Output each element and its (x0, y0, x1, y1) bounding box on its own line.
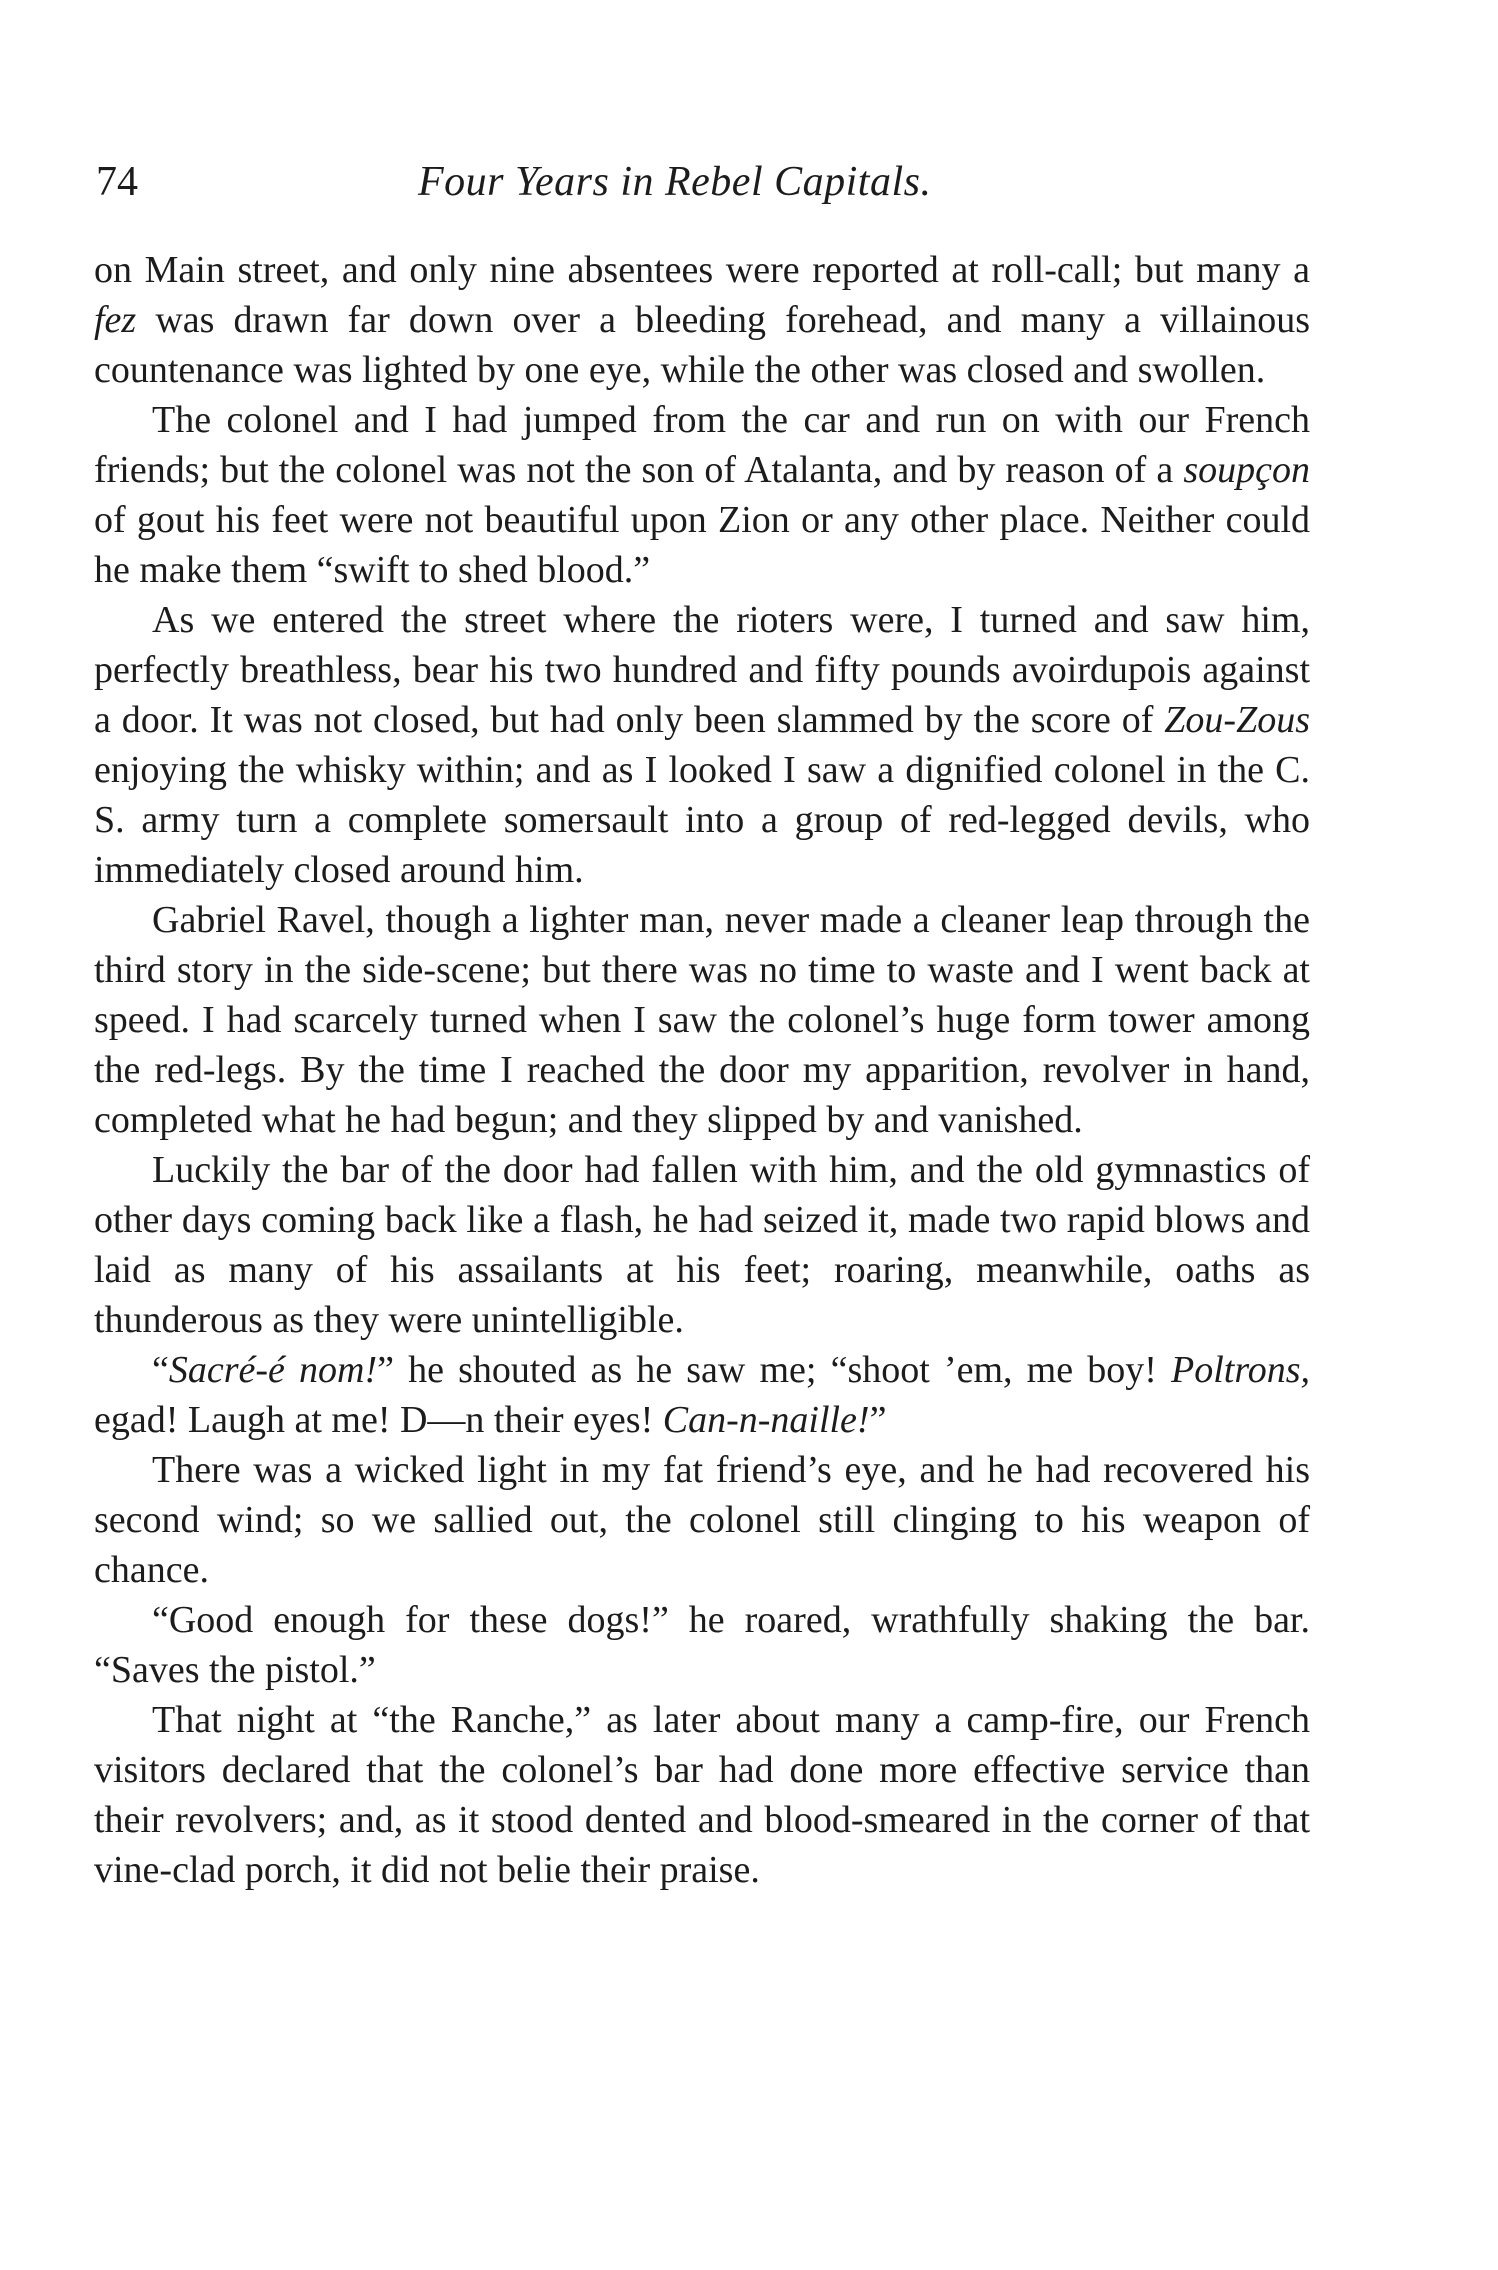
body-text (94, 245, 1310, 1895)
italic-text: Poltrons, (1171, 1349, 1310, 1391)
paragraph (94, 245, 1310, 395)
running-head: Four Years in Rebel Capitals. (418, 159, 932, 205)
italic-text: Zou-Zous (1164, 699, 1310, 741)
text-run: was drawn far down over a bleeding forehead, and many a villainous countenance was lighted by one eye, while the other was closed and swollen. (94, 299, 1310, 391)
paragraph (94, 1695, 1310, 1895)
italic-text: Sacré-é nom! (168, 1349, 378, 1391)
text-run: There was a wicked light in my fat friend’s eye, and he had recovered his second wind; so we sallied out, the colonel still clinging to his weapon of chance. (94, 1449, 1310, 1591)
text-run: That night at “the Ranche,” as later about many a camp-fire, our French visitors declared that the colonel’s bar had done more effective service than their revolvers; and, as it stood dented and blood-smeared in the corner of that vine-clad porch, it did not belie their praise. (94, 1699, 1310, 1891)
text-run: The colonel and I had jumped from the car and run on with our French friends; but the colonel was not the son of Atalanta, and by reason of a (94, 399, 1310, 491)
paragraph (94, 1445, 1310, 1595)
text-run: enjoying the whisky within; and as I looked I saw a dignified colonel in the C. S. army turn a complete somersault into a group of red-legged devils, who immediately closed around him. (94, 749, 1310, 891)
text-run: As we entered the street where the rioters were, I turned and saw him, perfectly breathless, bear his two hundred and fifty pounds avoirdupois against a door. It was not closed, but had only been slammed by the score of (94, 599, 1310, 741)
page-number: 74 (96, 159, 138, 205)
paragraph (94, 1345, 1310, 1445)
text-run: Gabriel Ravel, though a lighter man, never made a cleaner leap through the third story in the side-scene; but there was no time to waste and I went back at speed. I had scarcely turned when I saw the colonel’s huge form tower among the red-legs. By the time I reached the door my apparition, revolver in hand, completed what he had begun; and they slipped by and vanished. (94, 899, 1310, 1141)
text-run: “ (152, 1349, 169, 1391)
paragraph (94, 1145, 1310, 1345)
italic-text: Can-n-naille! (662, 1399, 870, 1441)
text-run: of gout his feet were not beautiful upon Zion or any other place. Neither could he make them “swift to shed blood.” (94, 499, 1310, 591)
italic-text: fez (94, 299, 137, 341)
paragraph (94, 595, 1310, 895)
text-run: ” (869, 1399, 887, 1441)
text-run: on Main street, and only nine absentees were reported at roll-call; but many a (94, 249, 1310, 291)
text-run: Luckily the bar of the door had fallen with him, and the old gymnastics of other days coming back like a flash, he had seized it, made two rapid blows and laid as many of his assailants at his feet; roaring, meanwhile, oaths as thunderous as they were unintelligible. (94, 1149, 1310, 1341)
italic-text: soupçon (1183, 449, 1310, 491)
paragraph (94, 395, 1310, 595)
paragraph (94, 895, 1310, 1145)
text-run: egad! Laugh at me! D—n their eyes! (94, 1399, 663, 1441)
paragraph (94, 1595, 1310, 1695)
text-run: “Good enough for these dogs!” he roared, wrathfully shaking the bar. “Saves the pistol.” (94, 1599, 1310, 1691)
page-header (96, 158, 1306, 218)
text-run: ” he shouted as he saw me; “shoot ’em, me boy! (377, 1349, 1171, 1391)
